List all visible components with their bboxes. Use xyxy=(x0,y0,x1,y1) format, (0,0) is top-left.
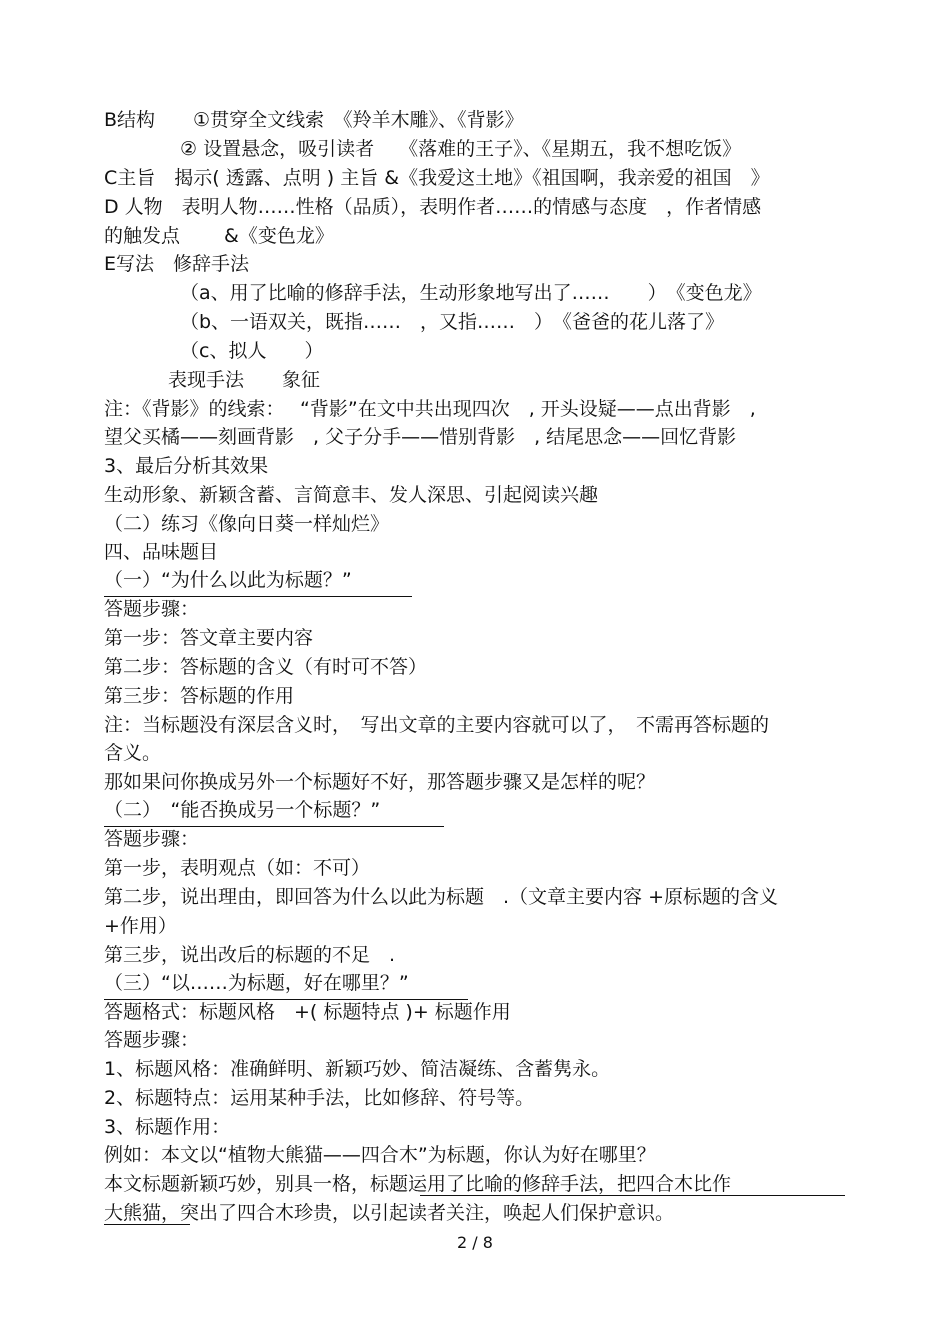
question-heading-text: （三）“以……为标题，好在哪里？” xyxy=(104,969,468,1000)
text-line: 的触发点 &《变色龙》 xyxy=(104,225,334,247)
underline-mark xyxy=(420,1195,845,1196)
question-heading xyxy=(104,969,468,998)
text-line: 答题步骤： xyxy=(104,1029,200,1051)
text-line: （b、一语双关，既指…… ，又指…… ） 《爸爸的花儿落了》 xyxy=(180,311,725,333)
text-line: B结构 ①贯穿全文线索 《羚羊木雕》、《背影》 xyxy=(104,109,524,131)
text-line: 生动形象、新颖含蓄、言简意丰、发人深思、引起阅读兴趣 xyxy=(104,484,599,506)
text-line: 答题步骤： xyxy=(104,598,200,620)
text-line: 含义。 xyxy=(104,742,162,764)
text-line: 第三步：答标题的作用 xyxy=(104,685,295,707)
text-line: +作用） xyxy=(104,915,177,937)
text-line: 大熊猫，突出了四合木珍贵，以引起读者关注，唤起人们保护意识。 xyxy=(104,1202,675,1224)
text-line: D 人物 表明人物……性格（品质），表明作者……的情感与态度 ，作者情感 xyxy=(104,196,762,218)
text-line: 望父买橘——刻画背影 , 父子分手——惜别背影 , 结尾思念——回忆背影 xyxy=(104,426,737,448)
text-line: （a、用了比喻的修辞手法，生动形象地写出了…… ） 《变色龙》 xyxy=(180,282,762,304)
text-line: 那如果问你换成另外一个标题好不好，那答题步骤又是怎样的呢？ xyxy=(104,771,656,793)
text-line: 3、标题作用： xyxy=(104,1116,231,1138)
text-line: 注：《背影》的线索： “背影”在文中共出现四次 , 开头设疑——点出背影 , xyxy=(104,398,756,420)
text-line: 第二步，说出理由，即回答为什么以此为标题 .（文章主要内容 +原标题的含义 xyxy=(104,886,779,908)
text-line: C主旨 揭示( 透露、点明 ) 主旨 &《我爱这土地》《祖国啊，我亲爱的祖国 》 xyxy=(104,167,770,189)
text-line: 2、标题特点：运用某种手法，比如修辞、符号等。 xyxy=(104,1087,535,1109)
text-line: 例如：本文以“植物大熊猫——四合木”为标题，你认为好在哪里？ xyxy=(104,1144,656,1166)
text-line: 第二步：答标题的含义（有时可不答） xyxy=(104,656,428,678)
text-line: 注：当标题没有深层含义时， 写出文章的主要内容就可以了， 不需再答标题的 xyxy=(104,714,770,736)
text-line: （二）练习《像向日葵一样灿烂》 xyxy=(104,513,390,535)
text-line: E写法 修辞手法 xyxy=(104,253,250,275)
text-line: 第三步，说出改后的标题的不足 . xyxy=(104,944,396,966)
text-line: 1、标题风格：准确鲜明、新颖巧妙、简洁凝练、含蓄隽永。 xyxy=(104,1058,611,1080)
text-line: ② 设置悬念，吸引读者 《落难的王子》、《星期五，我不想吃饭》 xyxy=(180,138,742,160)
question-heading-text: （一）“为什么以此为标题？” xyxy=(104,566,412,597)
text-line: 第一步：答文章主要内容 xyxy=(104,627,314,649)
text-line: 第一步，表明观点（如：不可） xyxy=(104,857,371,879)
page-number: 2 / 8 xyxy=(457,1233,493,1252)
question-heading xyxy=(104,796,444,825)
text-line: 答题格式：标题风格 +( 标题特点 )+ 标题作用 xyxy=(104,1001,511,1023)
question-heading xyxy=(104,566,412,595)
underline-mark xyxy=(104,1224,190,1225)
text-line: 表现手法 象征 xyxy=(168,369,321,391)
text-line: （c、拟人 ） xyxy=(180,340,324,362)
question-heading-text: （二） “能否换成另一个标题？” xyxy=(104,796,444,827)
text-line: 3、最后分析其效果 xyxy=(104,455,269,477)
section-heading: 四、品味题目 xyxy=(104,541,219,563)
text-line: 本文标题新颖巧妙，别具一格，标题运用了比喻的修辞手法，把四合木比作 xyxy=(104,1173,732,1195)
text-line: 答题步骤： xyxy=(104,828,200,850)
